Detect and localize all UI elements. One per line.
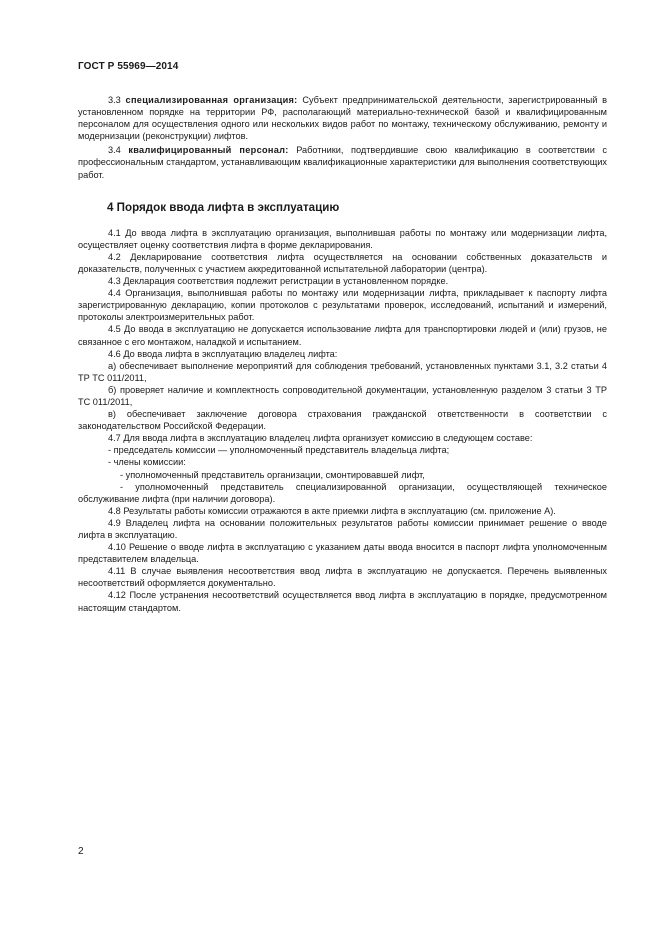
commission-member-installer: - уполномоченный представитель организации, смонтировавшей лифт, xyxy=(120,469,425,480)
paragraph-4-4: 4.4 Организация, выполнившая работы по монтажу или модернизации лифта, прикладывает к паспорту лифта зарегистрированную декларацию, копии протоколов с результатами проверок, исследований, испытаний и измерений, протоколы электроизмерительных работ. xyxy=(78,288,607,323)
definition-text: Работники, подтвердившие свою квалификацию в соответствии с профессиональным стандартом, устанавливающим квалификационные характеристики для выполнения соответствующих работ. xyxy=(78,145,607,180)
paragraph-4-3: 4.3 Декларация соответствия подлежит регистрации в установленном порядке. xyxy=(108,276,449,287)
list-item-4-6-c: в) обеспечивает заключение договора страхования гражданской ответственности в соответствии с законодательством Российской Федерации. xyxy=(78,409,607,432)
list-item-4-6-b: б) проверяет наличие и комплектность сопроводительной документации, установленную разделом 3 статьи 3 ТР ТС 011/2011, xyxy=(78,384,607,407)
paragraph-4-9: 4.9 Владелец лифта на основании положительных результатов работы комиссии принимает решение о вводе лифта в эксплуатацию. xyxy=(78,517,607,540)
paragraph-4-7: 4.7 Для ввода лифта в эксплуатацию владелец лифта организует комиссию в следующем составе: xyxy=(108,433,533,444)
definition-number: 3.4 xyxy=(108,145,121,156)
standard-header: ГОСТ Р 55969—2014 xyxy=(78,61,179,72)
paragraph-4-2: 4.2 Декларирование соответствия лифта осуществляется на основании собственных доказательств и доказательств, полученных с участием аккредитованной испытательной лаборатории (центра). xyxy=(78,251,607,274)
commission-member-service: - уполномоченный представитель специализированной организации, осуществляющей техническое обслуживание лифта (при наличии договора). xyxy=(78,481,607,504)
document-body xyxy=(78,94,607,614)
page-number: 2 xyxy=(78,846,84,857)
paragraph-4-10: 4.10 Решение о вводе лифта в эксплуатацию с указанием даты ввода вносится в паспорт лифта уполномоченным представителем владельца. xyxy=(78,542,607,565)
paragraph-4-6: 4.6 До ввода лифта в эксплуатацию владелец лифта: xyxy=(108,348,338,359)
definition-number: 3.3 xyxy=(108,95,121,105)
paragraph-4-1: 4.1 До ввода лифта в эксплуатацию организация, выполнившая работы по монтажу или модернизации лифта, осуществляет оценку соответствия лифта в форме декларирования. xyxy=(78,227,607,250)
definition-3-4 xyxy=(78,144,607,180)
paragraph-4-12: 4.12 После устранения несоответствий осуществляется ввод лифта в эксплуатацию в порядке, предусмотренном настоящим стандартом. xyxy=(78,590,607,613)
commission-members-item: - члены комиссии: xyxy=(108,457,186,468)
list-item-4-6-a: а) обеспечивает выполнение мероприятий для соблюдения требований, установленных пунктами 3.1, 3.2 статьи 4 ТР ТС 011/2011, xyxy=(78,360,607,383)
section-title: 4 Порядок ввода лифта в эксплуатацию xyxy=(107,200,340,214)
definition-text: Субъект предпринимательской деятельности, зарегистрированный в установленном порядке на территории РФ, располагающий материально-технической базой и квалифицированным персоналом для осуществления одного или нескольких видов работ по монтажу, техническому обслуживанию, ремонту и модернизации (реконструкции) лифтов. xyxy=(78,95,607,142)
commission-chair-item: - председатель комиссии — уполномоченный представитель владельца лифта; xyxy=(108,445,450,456)
definition-3-3 xyxy=(78,94,607,142)
definition-term: специализированная организация: xyxy=(125,95,298,105)
paragraph-4-5: 4.5 До ввода в эксплуатацию не допускается использование лифта для транспортировки людей и (или) грузов, не связанное с его монтажом, наладкой и испытанием. xyxy=(78,324,607,347)
paragraph-4-11: 4.11 В случае выявления несоответствия ввод лифта в эксплуатацию не допускается. Перечень выявленных несоответствий оформляется документально. xyxy=(78,566,607,589)
definition-term: квалифицированный персонал: xyxy=(128,145,289,156)
paragraph-4-8: 4.8 Результаты работы комиссии отражаются в акте приемки лифта в эксплуатацию (см. приложение А). xyxy=(108,505,556,516)
